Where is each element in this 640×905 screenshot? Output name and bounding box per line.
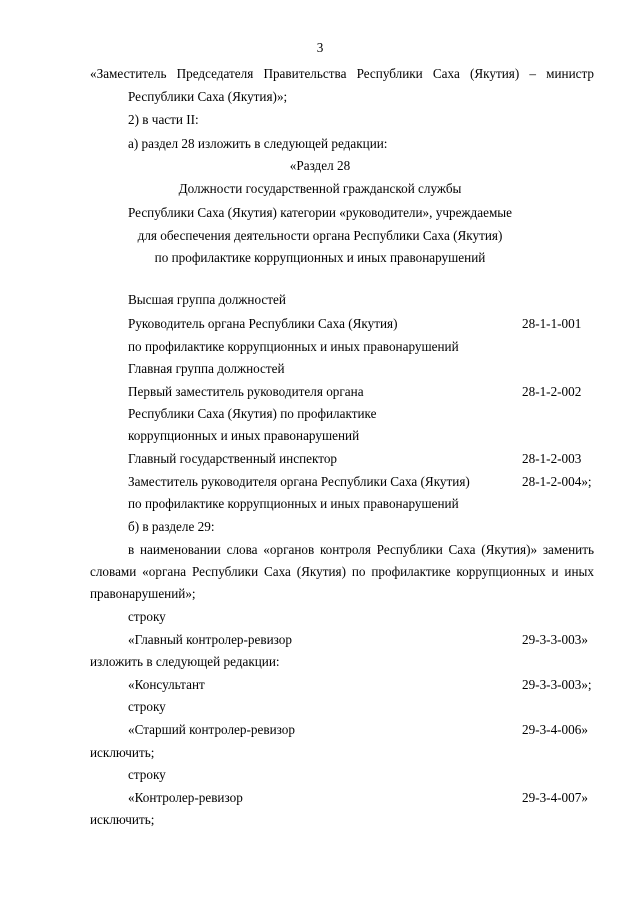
section-heading: Республики Саха (Якутия) категории «руководители», учреждаемые <box>127 205 513 220</box>
position-title: коррупционных и иных правонарушений <box>128 428 360 443</box>
position-group: Высшая группа должностей <box>128 292 286 307</box>
paragraph-line: «Консультант <box>128 677 205 692</box>
position-title: по профилактике коррупционных и иных правонарушений <box>128 496 459 511</box>
position-title: по профилактике коррупционных и иных правонарушений <box>128 339 459 354</box>
paragraph-line: а) раздел 28 изложить в следующей редакции: <box>128 136 388 151</box>
position-code: 28-1-2-004»; <box>522 474 592 489</box>
paragraph-line: строку <box>128 609 166 624</box>
section-heading: по профилактике коррупционных и иных правонарушений <box>154 250 486 265</box>
position-code: 29-3-3-003» <box>522 632 588 647</box>
position-title: Заместитель руководителя органа Республики Саха (Якутия) <box>128 474 470 489</box>
paragraph-line: в наименовании слова «органов контроля Республики Саха (Якутия)» заменить <box>128 542 594 557</box>
paragraph-line: «Главный контролер-ревизор <box>128 632 292 647</box>
paragraph-line: исключить; <box>90 812 155 827</box>
position-title: Первый заместитель руководителя органа <box>128 384 364 399</box>
position-code: 29-3-3-003»; <box>522 677 592 692</box>
paragraph-line: Республики Саха (Якутия)»; <box>128 89 288 104</box>
position-group: Главная группа должностей <box>128 361 285 376</box>
position-code: 28-1-2-002 <box>522 384 582 399</box>
position-title: Руководитель органа Республики Саха (Якутия) <box>128 316 398 331</box>
position-title: Главный государственный инспектор <box>128 451 338 466</box>
paragraph-line: «Старший контролер-ревизор <box>128 722 295 737</box>
paragraph-line: правонарушений»; <box>90 586 196 601</box>
position-code: 29-3-4-007» <box>522 790 588 805</box>
paragraph-line: исключить; <box>90 745 155 760</box>
paragraph-line: изложить в следующей редакции: <box>90 654 280 669</box>
position-code: 29-3-4-006» <box>522 722 588 737</box>
paragraph-line: «Контролер-ревизор <box>128 790 243 805</box>
section-heading: для обеспечения деятельности органа Республики Саха (Якутия) <box>137 228 503 243</box>
paragraph-line: словами «органа Республики Саха (Якутия) по профилактике коррупционных и иных <box>90 564 594 579</box>
position-code: 28-1-1-001 <box>522 316 582 331</box>
paragraph-line: строку <box>128 767 166 782</box>
section-heading: Должности государственной гражданской службы <box>178 181 462 196</box>
section-heading: «Раздел 28 <box>289 158 351 173</box>
paragraph-line: «Заместитель Председателя Правительства Республики Саха (Якутия) – министр <box>90 66 594 81</box>
paragraph-line: б) в разделе 29: <box>128 519 215 534</box>
page-number: 3 <box>316 40 324 55</box>
position-code: 28-1-2-003 <box>522 451 582 466</box>
position-title: Республики Саха (Якутия) по профилактике <box>128 406 377 421</box>
paragraph-line: 2) в части II: <box>128 112 199 127</box>
paragraph-line: строку <box>128 699 166 714</box>
